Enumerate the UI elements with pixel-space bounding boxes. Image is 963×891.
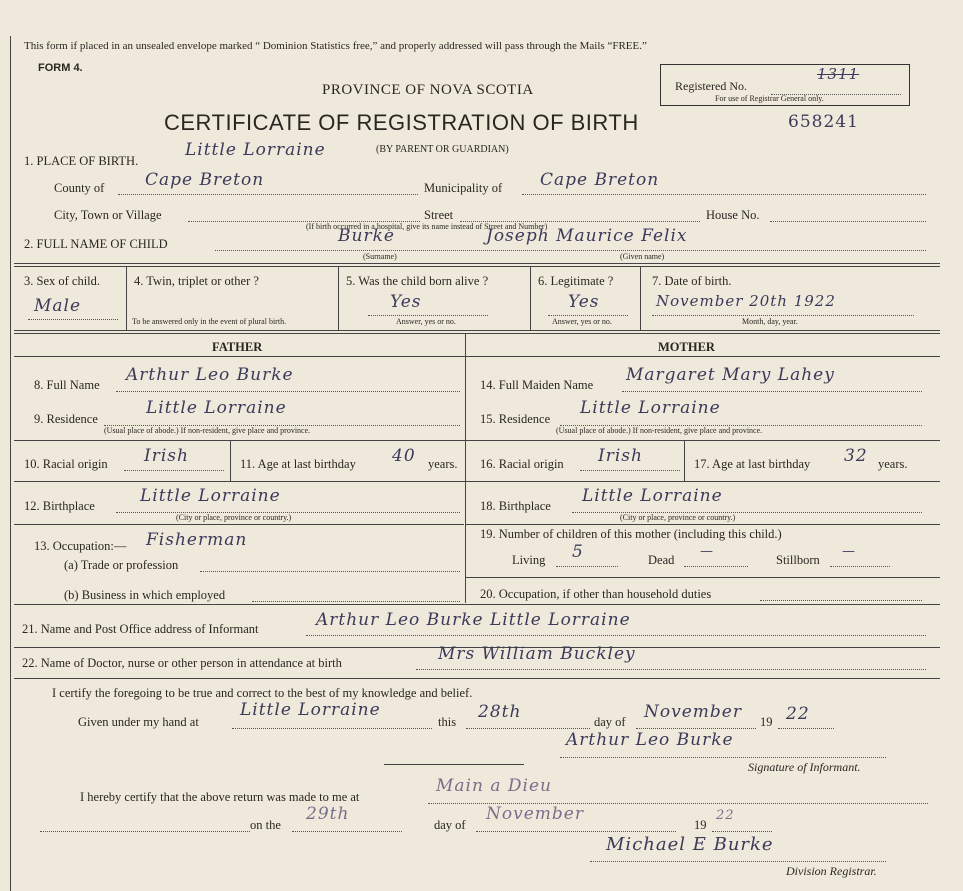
registrar-place: Main a Dieu xyxy=(436,776,552,796)
legitimate-note: Answer, yes or no. xyxy=(552,317,612,326)
mother-age: 32 xyxy=(844,446,868,466)
registered-note: For use of Registrar General only. xyxy=(715,94,824,103)
father-racial-label: 10. Racial origin xyxy=(24,457,108,471)
given-month: November xyxy=(644,702,742,722)
registrar-on-label: on the xyxy=(250,818,281,832)
business-label: (b) Business in which employed xyxy=(64,588,226,602)
city-label: City, Town or Village xyxy=(54,208,162,222)
living-count: 5 xyxy=(572,542,584,562)
dob-value: November 20th 1922 xyxy=(656,292,836,310)
mail-notice: This form if placed in an unsealed envelope marked “ Dominion Statistics free,” and properly addressed will pass through the Mails “FREE.” xyxy=(24,40,647,52)
left-border xyxy=(10,36,11,891)
father-name-label: 8. Full Name xyxy=(34,378,100,392)
informant-value: Arthur Leo Burke Little Lorraine xyxy=(316,610,631,630)
father-birthplace: Little Lorraine xyxy=(140,486,281,506)
stillborn-count: — xyxy=(842,544,856,559)
surname-note: (Surname) xyxy=(363,252,397,261)
mother-maiden-name: Margaret Mary Lahey xyxy=(626,365,835,385)
given-day: 28th xyxy=(478,702,522,722)
child-name-label: 2. FULL NAME OF CHILD xyxy=(24,237,168,251)
mother-header: MOTHER xyxy=(658,340,715,354)
registrar-year: 22 xyxy=(716,808,735,823)
mother-age-label: 17. Age at last birthday xyxy=(694,457,811,471)
county-label: County of xyxy=(54,181,105,195)
children-count-label: 19. Number of children of this mother (including this child.) xyxy=(480,527,782,541)
registered-number: 1311 xyxy=(817,65,860,83)
father-age-unit: years. xyxy=(428,457,458,471)
province-heading: PROVINCE OF NOVA SCOTIA xyxy=(322,82,534,98)
registrar-signature: Michael E Burke xyxy=(606,834,774,855)
mother-occupation-label: 20. Occupation, if other than household duties xyxy=(480,587,712,601)
informant-label: 21. Name and Post Office address of Informant xyxy=(22,622,259,636)
father-birthplace-label: 12. Birthplace xyxy=(24,499,95,513)
page-title: CERTIFICATE OF REGISTRATION OF BIRTH xyxy=(164,110,639,135)
child-given-name: Joseph Maurice Felix xyxy=(486,226,688,246)
child-surname: Burke xyxy=(338,226,395,246)
registrar-day-of-label: day of xyxy=(434,818,466,832)
registrar-signature-label: Division Registrar. xyxy=(786,864,877,878)
registrar-year-prefix: 19 xyxy=(694,818,707,832)
certificate-number: 658241 xyxy=(788,112,859,132)
father-residence-label: 9. Residence xyxy=(34,412,98,426)
alive-label: 5. Was the child born alive ? xyxy=(346,274,489,288)
father-age: 40 xyxy=(392,446,416,466)
father-occupation-label: 13. Occupation:— xyxy=(34,539,127,553)
place-of-birth-value: Little Lorraine xyxy=(185,140,326,160)
form-subtitle: (BY PARENT OR GUARDIAN) xyxy=(376,144,509,155)
dob-label: 7. Date of birth. xyxy=(652,274,732,288)
form-number: FORM 4. xyxy=(38,62,83,74)
mother-residence-label: 15. Residence xyxy=(480,412,551,426)
father-occupation: Fisherman xyxy=(146,530,248,550)
mother-residence-note: (Usual place of abode.) If non-resident, give place and province. xyxy=(556,426,763,435)
given-year-prefix: 19 xyxy=(760,715,773,729)
municipality-value: Cape Breton xyxy=(540,170,660,190)
father-birthplace-note: (City or place, province or country.) xyxy=(176,513,292,522)
living-label: Living xyxy=(512,553,546,567)
legitimate-label: 6. Legitimate ? xyxy=(538,274,614,288)
given-name-note: (Given name) xyxy=(620,252,665,261)
alive-note: Answer, yes or no. xyxy=(396,317,456,326)
place-of-birth-label: 1. PLACE OF BIRTH. xyxy=(24,154,139,168)
father-header: FATHER xyxy=(212,340,263,354)
registered-box xyxy=(660,64,910,106)
dead-label: Dead xyxy=(648,553,675,567)
county-value: Cape Breton xyxy=(145,170,265,190)
certify-text: I certify the foregoing to be true and correct to the best of my knowledge and belief. xyxy=(52,686,473,700)
registrar-certify-text: I hereby certify that the above return was made to me at xyxy=(80,790,360,804)
twin-note: To be answered only in the event of plural birth. xyxy=(132,317,287,326)
trade-label: (a) Trade or profession xyxy=(64,558,179,572)
doctor-label: 22. Name of Doctor, nurse or other person in attendance at birth xyxy=(22,656,342,670)
given-year: 22 xyxy=(786,704,810,724)
legitimate-value: Yes xyxy=(568,292,600,312)
father-residence-note: (Usual place of abode.) If non-resident, give place and province. xyxy=(104,426,311,435)
municipality-label: Municipality of xyxy=(424,181,503,195)
dead-count: — xyxy=(700,544,714,559)
informant-signature: Arthur Leo Burke xyxy=(566,730,734,750)
mother-birthplace: Little Lorraine xyxy=(582,486,723,506)
given-at-label: Given under my hand at xyxy=(78,715,199,729)
given-day-of-label: day of xyxy=(594,715,626,729)
mother-birthplace-label: 18. Birthplace xyxy=(480,499,551,513)
mother-age-unit: years. xyxy=(878,457,908,471)
father-racial-origin: Irish xyxy=(144,446,189,466)
hospital-note: (If birth occurred in a hospital, give its name instead of Street and Number) xyxy=(306,222,548,231)
dob-note: Month, day, year. xyxy=(742,317,798,326)
mother-birthplace-note: (City or place, province or country.) xyxy=(620,513,736,522)
mother-name-label: 14. Full Maiden Name xyxy=(480,378,594,392)
stillborn-label: Stillborn xyxy=(776,553,820,567)
doctor-value: Mrs William Buckley xyxy=(438,644,636,664)
father-name: Arthur Leo Burke xyxy=(126,365,294,385)
registered-label: Registered No. xyxy=(675,79,747,93)
informant-signature-label: Signature of Informant. xyxy=(748,760,861,774)
registrar-day: 29th xyxy=(306,804,350,824)
twin-label: 4. Twin, triplet or other ? xyxy=(134,274,259,288)
street-label: Street xyxy=(424,208,454,222)
given-at-place: Little Lorraine xyxy=(240,700,381,720)
alive-value: Yes xyxy=(390,292,422,312)
mother-racial-label: 16. Racial origin xyxy=(480,457,564,471)
mother-racial-origin: Irish xyxy=(598,446,643,466)
sex-label: 3. Sex of child. xyxy=(24,274,101,288)
sex-value: Male xyxy=(34,296,82,316)
this-label: this xyxy=(438,715,457,729)
registrar-month: November xyxy=(486,804,584,824)
father-age-label: 11. Age at last birthday xyxy=(240,457,356,471)
mother-residence: Little Lorraine xyxy=(580,398,721,418)
father-residence: Little Lorraine xyxy=(146,398,287,418)
house-label: House No. xyxy=(706,208,760,222)
